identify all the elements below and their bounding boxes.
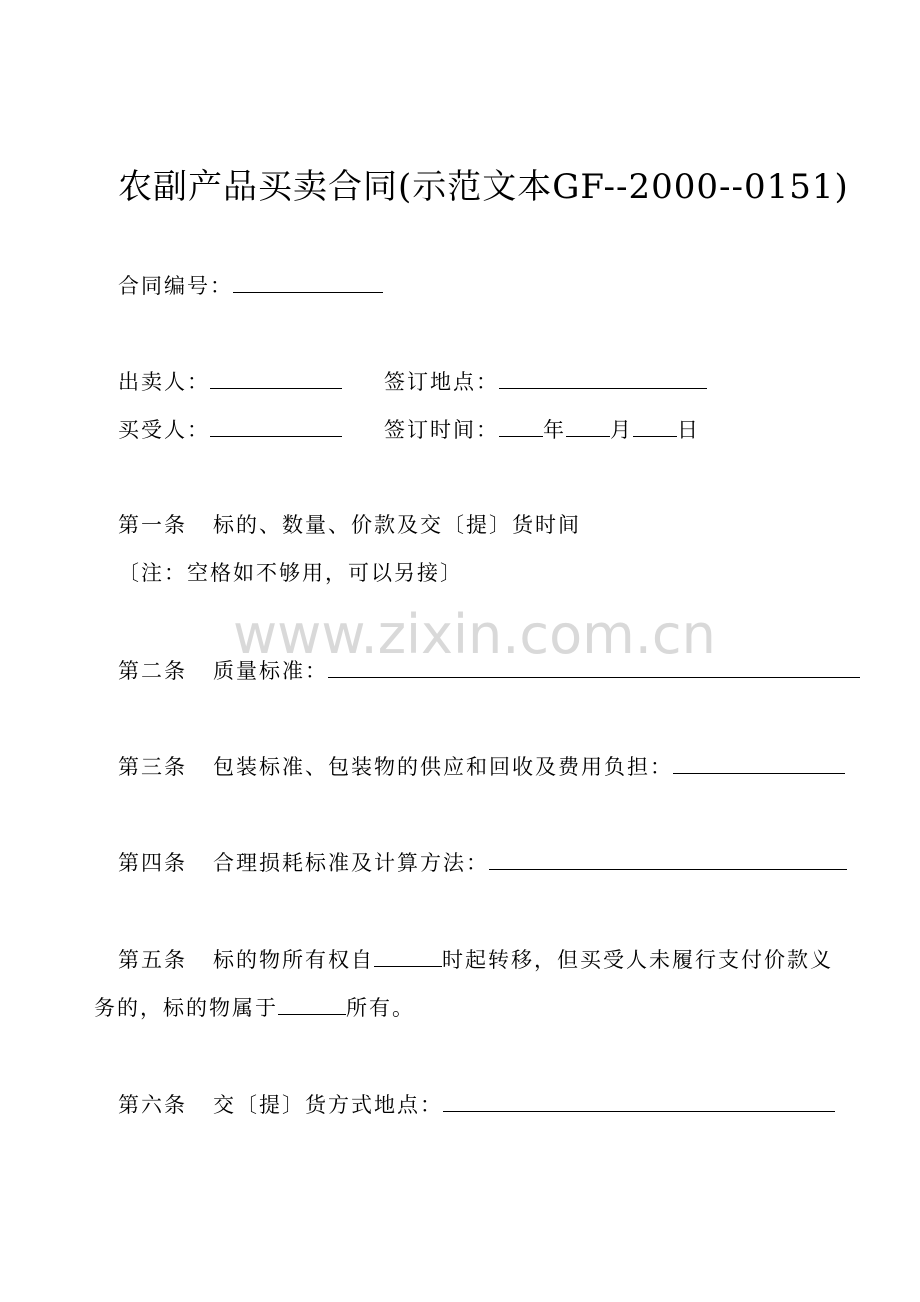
article-6-text: 交〔提〕货方式地点： [213,1093,443,1117]
article-6 [118,1089,835,1120]
article-3-heading: 第三条 [118,755,187,779]
article-5 [118,944,833,975]
seller-blank [210,366,342,389]
sign-place-label: 签订地点： [384,370,499,394]
sign-time-row [384,414,700,445]
article-5-text-c: 务的，标的物属于 [94,996,278,1020]
article-4 [118,847,847,878]
seller-row [118,366,342,397]
article-4-heading: 第四条 [118,851,187,875]
article-5-heading: 第五条 [118,948,187,972]
contract-number-blank [233,270,383,293]
year-blank [499,414,543,437]
day-blank [633,414,677,437]
buyer-blank [210,414,342,437]
seller-label: 出卖人： [118,370,210,394]
sign-place-blank [499,366,707,389]
article-2 [118,655,860,686]
watermark: www.zixin.com.cn [233,603,716,666]
sign-time-label: 签订时间： [384,418,499,442]
document-title: 农副产品买卖合同(示范文本GF--2000--0151) [118,167,849,207]
article-6-heading: 第六条 [118,1093,187,1117]
month-blank [566,414,610,437]
article-4-blank [489,847,847,870]
article-2-blank [328,655,860,678]
day-label: 日 [677,418,700,442]
sign-place-row [384,366,707,397]
year-label: 年 [543,418,566,442]
article-1-heading: 第一条 [118,513,187,537]
buyer-label: 买受人： [118,418,210,442]
article-3-blank [673,751,845,774]
article-4-text: 合理损耗标准及计算方法： [213,851,489,875]
contract-number-label: 合同编号： [118,274,233,298]
article-5-text-d: 所有。 [346,996,415,1020]
month-label: 月 [610,418,633,442]
article-2-text: 质量标准： [213,659,328,683]
article-6-blank [443,1089,835,1112]
article-5-blank-a [374,944,442,967]
article-1-note: 〔注：空格如不够用，可以另接〕 [118,561,463,585]
article-3 [118,751,845,782]
article-5-text-b: 时起转移，但买受人未履行支付价款义 [442,948,833,972]
article-1 [118,510,581,540]
article-3-text: 包装标准、包装物的供应和回收及费用负担： [213,755,673,779]
article-5-continued [94,992,415,1023]
contract-number-row [118,270,383,301]
buyer-row [118,414,342,445]
article-5-blank-b [278,992,346,1015]
article-5-text-a: 标的物所有权自 [213,948,374,972]
article-2-heading: 第二条 [118,659,187,683]
article-1-text: 标的、数量、价款及交〔提〕货时间 [213,513,581,537]
